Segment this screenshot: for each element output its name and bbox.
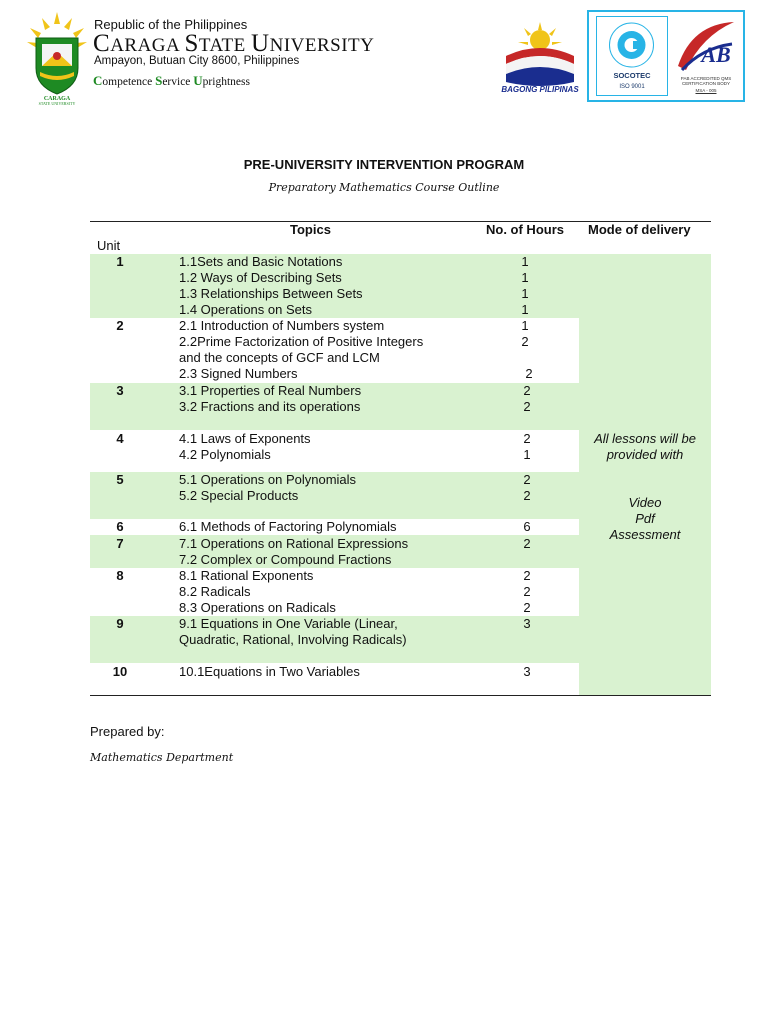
unit-number: 2 bbox=[116, 318, 124, 333]
department-name: Mathematics Department bbox=[90, 751, 234, 764]
hours-value: 2 bbox=[523, 399, 531, 414]
topic-item: 8.1 Rational Exponents bbox=[179, 568, 314, 583]
socotec-icon bbox=[597, 17, 666, 73]
svg-text:STATE UNIVERSITY: STATE UNIVERSITY bbox=[38, 101, 76, 106]
hours-value: 2 bbox=[523, 568, 531, 583]
topic-item: 7.1 Operations on Rational Expressions bbox=[179, 536, 409, 551]
bagong-pilipinas-label: BAGONG PILIPINAS bbox=[501, 85, 579, 94]
socotec-label: SOCOTEC bbox=[613, 71, 651, 80]
hours-value: 1 bbox=[521, 270, 529, 285]
topic-item: 3.1 Properties of Real Numbers bbox=[179, 383, 362, 398]
pab-code: MSA - 005 bbox=[695, 88, 717, 93]
table-bottom-rule bbox=[90, 695, 711, 696]
unit-number: 9 bbox=[116, 616, 124, 631]
hours-value: 1 bbox=[521, 318, 529, 333]
hours-value: 3 bbox=[523, 664, 531, 679]
topic-item: 5.1 Operations on Polynomials bbox=[179, 472, 357, 487]
hours-value: 2 bbox=[523, 488, 531, 503]
university-name: CARAGA STATE UNIVERSITY bbox=[93, 30, 375, 57]
topic-item: 7.2 Complex or Compound Fractions bbox=[179, 552, 392, 567]
university-seal-logo bbox=[24, 10, 90, 108]
hours-value: 2 bbox=[521, 334, 529, 349]
unit-header: Unit bbox=[97, 238, 121, 253]
topic-item: 2.1 Introduction of Numbers system bbox=[179, 318, 385, 333]
hours-value: 6 bbox=[523, 519, 531, 534]
hours-value: 3 bbox=[523, 616, 531, 631]
mode-text: All lessons will be bbox=[594, 431, 696, 446]
hours-value: 1 bbox=[521, 302, 529, 317]
topic-item: 4.2 Polynomials bbox=[179, 447, 271, 462]
topic-item: 1.1Sets and Basic Notations bbox=[179, 254, 343, 269]
svg-text:AB: AB bbox=[701, 42, 731, 67]
unit-number: 7 bbox=[116, 536, 124, 551]
pab-accreditation-logo bbox=[672, 18, 740, 78]
hours-header: No. of Hours bbox=[486, 222, 564, 237]
iso-label: ISO 9001 bbox=[619, 84, 645, 90]
hours-value: 1 bbox=[521, 254, 529, 269]
hours-value: 1 bbox=[521, 286, 529, 301]
university-address: Ampayon, Butuan City 8600, Philippines bbox=[94, 55, 300, 67]
hours-value: 2 bbox=[523, 584, 531, 599]
topic-item: 5.2 Special Products bbox=[179, 488, 299, 503]
unit-number: 3 bbox=[116, 383, 124, 398]
hours-value: 1 bbox=[523, 447, 531, 462]
topic-item: 9.1 Equations in One Variable (Linear, bbox=[179, 616, 398, 631]
pab-caption: PAB ACCREDITED QMS CERTIFICATION BODY bbox=[680, 76, 732, 86]
topic-item: 2.2Prime Factorization of Positive Integers bbox=[179, 334, 424, 349]
header-republic: Republic of the Philippines bbox=[94, 17, 248, 32]
hours-value: 2 bbox=[523, 472, 531, 487]
document-title: PRE-UNIVERSITY INTERVENTION PROGRAM bbox=[243, 157, 525, 172]
topic-item: and the concepts of GCF and LCM bbox=[179, 350, 380, 365]
document-subtitle: Preparatory Mathematics Course Outline bbox=[268, 181, 500, 194]
mode-text: Video bbox=[628, 495, 662, 510]
mode-text: Assessment bbox=[609, 527, 681, 542]
mode-text: Pdf bbox=[635, 511, 655, 526]
topic-item: 2.3 Signed Numbers bbox=[179, 366, 298, 381]
hours-value: 2 bbox=[523, 383, 531, 398]
topic-item: 1.2 Ways of Describing Sets bbox=[179, 270, 342, 285]
topic-item: 10.1Equations in Two Variables bbox=[179, 664, 360, 679]
prepared-by-label: Prepared by: bbox=[90, 724, 165, 739]
mode-text: provided with bbox=[606, 447, 684, 462]
topics-header: Topics bbox=[290, 222, 331, 237]
topic-item: 8.2 Radicals bbox=[179, 584, 251, 599]
university-motto: Competence Service Uprightness bbox=[93, 73, 250, 88]
topic-item: Quadratic, Rational, Involving Radicals) bbox=[179, 632, 407, 647]
topic-item: 4.1 Laws of Exponents bbox=[179, 431, 311, 446]
unit-number: 10 bbox=[112, 664, 128, 679]
unit-number: 8 bbox=[116, 568, 124, 583]
unit-number: 1 bbox=[116, 254, 124, 269]
hours-value: 2 bbox=[523, 600, 531, 615]
mode-header: Mode of delivery bbox=[588, 222, 691, 237]
topic-item: 3.2 Fractions and its operations bbox=[179, 399, 361, 414]
unit-number: 6 bbox=[116, 519, 124, 534]
svg-text:CARAGA: CARAGA bbox=[43, 96, 71, 102]
mode-column-band bbox=[579, 254, 711, 695]
topic-item: 6.1 Methods of Factoring Polynomials bbox=[179, 519, 397, 534]
unit-number: 4 bbox=[116, 431, 124, 446]
topic-item: 1.3 Relationships Between Sets bbox=[179, 286, 363, 301]
hours-value: 2 bbox=[523, 536, 531, 551]
hours-value: 2 bbox=[523, 431, 531, 446]
hours-value: 2 bbox=[525, 366, 533, 381]
unit-number: 5 bbox=[116, 472, 124, 487]
topic-item: 1.4 Operations on Sets bbox=[179, 302, 312, 317]
topic-item: 8.3 Operations on Radicals bbox=[179, 600, 336, 615]
